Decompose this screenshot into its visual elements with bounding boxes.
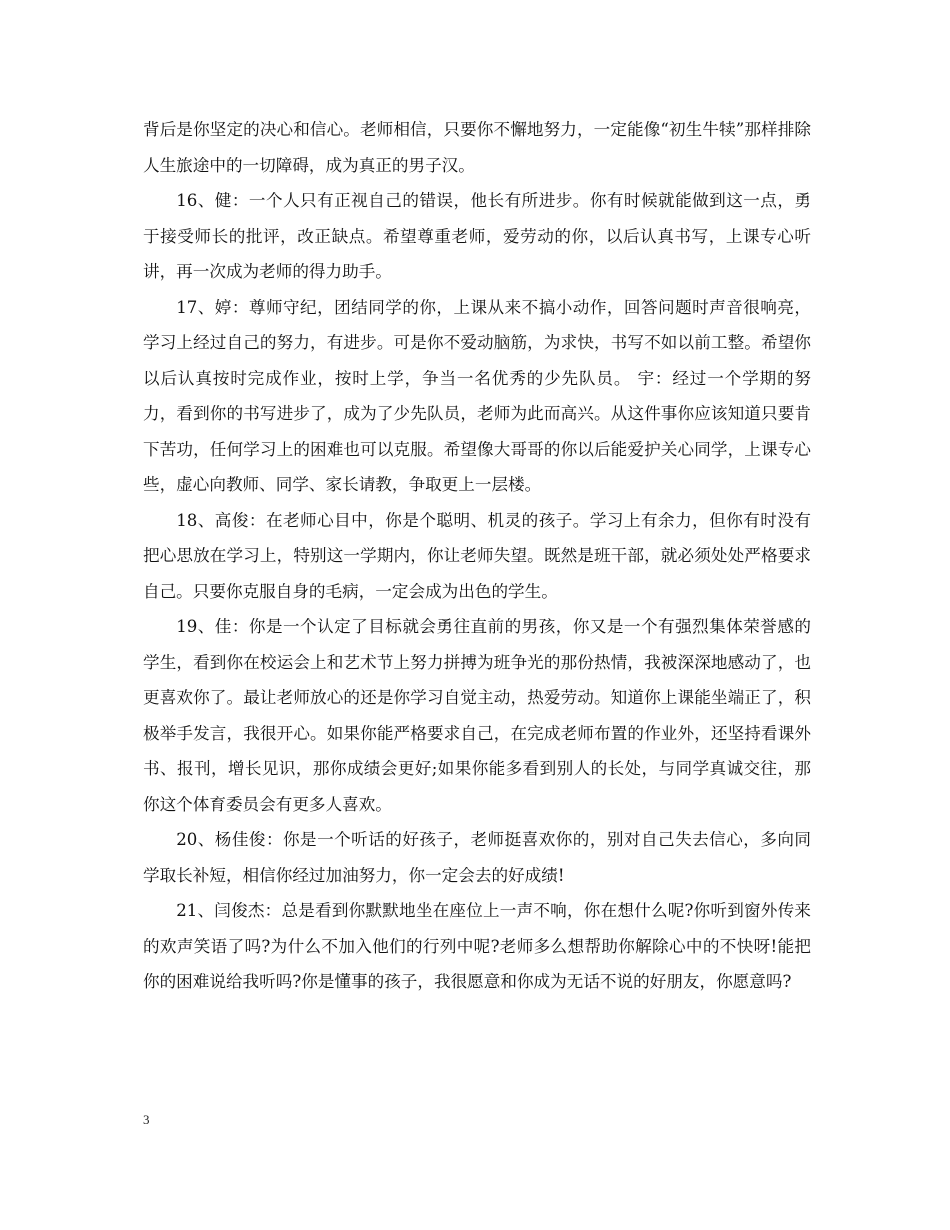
paragraph-comment-17: 17、婷：尊师守纪，团结同学的你，上课从来不搞小动作，回答问题时声音很响亮，学习上经过自己的努力，有进步。可是你不爱动脑筋，为求快，书写不如以前工整。希望你以后认真按时完成作业，按时上学，争当一名优秀的少先队员。 宇：经过一个学期的努力，看到你的书写进步了，成为了少先队员，老师为此而高兴。从这件事你应该知道只要肯下苦功，任何学习上的困难也可以克服。希望像大哥哥的你以后能爱护关心同学，上课专心些，虚心向教师、同学、家长请教，争取更上一层楼。: [143, 297, 811, 494]
paragraph-comment-21: 21、闫俊杰：总是看到你默默地坐在座位上一声不响，你在想什么呢?你听到窗外传来的欢声笑语了吗?为什么不加入他们的行列中呢?老师多么想帮助你解除心中的不快呀!能把你的困难说给我听吗?你是懂事的孩子，我很愿意和你成为无话不说的好朋友，你愿意吗?: [143, 901, 811, 991]
page-number: 3: [143, 1112, 150, 1127]
paragraph-continuation: 背后是你坚定的决心和信心。老师相信，只要你不懈地努力，一定能像“初生牛犊”那样排除人生旅途中的一切障碍，成为真正的男子汉。: [143, 120, 811, 175]
paragraph-comment-20: 20、杨佳俊：你是一个听话的好孩子，老师挺喜欢你的，别对自己失去信心，多向同学取长补短，相信你经过加油努力，你一定会去的好成绩!: [143, 830, 811, 885]
paragraph-comment-16: 16、健：一个人只有正视自己的错误，他长有所进步。你有时候就能做到这一点，勇于接受师长的批评，改正缺点。希望尊重老师，爱劳动的你，以后认真书写，上课专心听讲，再一次成为老师的得力助手。: [143, 191, 811, 281]
paragraph-comment-18: 18、高俊：在老师心目中，你是个聪明、机灵的孩子。学习上有余力，但你有时没有把心思放在学习上，特别这一学期内，你让老师失望。既然是班干部，就必须处处严格要求自己。只要你克服自身的毛病，一定会成为出色的学生。: [143, 510, 811, 601]
document-body: [143, 112, 811, 1000]
paragraph-comment-19: 19、佳：你是一个认定了目标就会勇往直前的男孩，你又是一个有强烈集体荣誉感的学生，看到你在校运会上和艺术节上努力拼搏为班争光的那份热情，我被深深地感动了，也更喜欢你了。最让老师放心的还是你学习自觉主动，热爱劳动。知道你上课能坐端正了，积极举手发言，我很开心。如果你能严格要求自己，在完成老师布置的作业外，还坚持看课外书、报刊，增长见识，那你成绩会更好;如果你能多看到别人的长处，与同学真诚交往，那你这个体育委员会有更多人喜欢。: [143, 617, 811, 814]
